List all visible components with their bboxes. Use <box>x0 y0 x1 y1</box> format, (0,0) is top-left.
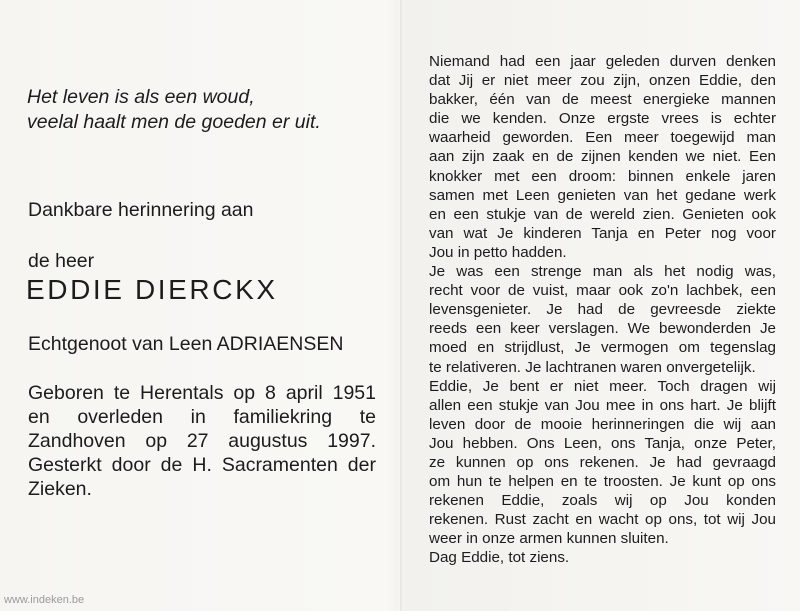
honorific: de heer <box>28 250 95 272</box>
tribute-line: leven door de mooie herinneringen die wij aan <box>429 415 776 433</box>
details-line: Gesterkt door de H. Sacramenten der <box>28 454 376 476</box>
details-line: Geboren te Herentals op 8 april 1951 <box>28 382 376 404</box>
tribute-line: recht voor de vuist, maar ook zo'n lachbek, een <box>429 282 776 300</box>
tribute-line: weer in onze armen kunnen sluiten. <box>429 530 669 548</box>
tribute-line: waarheid geworden. Een meer toegewijd man <box>429 129 776 147</box>
card-fold <box>400 0 402 611</box>
motto-line: Het leven is als een woud, <box>27 86 255 108</box>
details-line: Zandhoven op 27 augustus 1997. <box>28 430 376 452</box>
tribute-line: allen een stukje van Jou mee in ons hart. Je blijft <box>429 396 776 414</box>
tribute-line: Jou hebben. Ons Leen, ons Tanja, onze Peter, <box>429 434 776 452</box>
tribute-line: Eddie, Je bent er niet meer. Toch dragen wij <box>429 377 776 395</box>
tribute-line: om hun te helpen en te troosten. Je kunt op ons <box>429 473 776 491</box>
tribute-line: Jou in petto hadden. <box>429 243 567 261</box>
intro-text: Dankbare herinnering aan <box>28 199 254 221</box>
tribute-line: moed en strijdlust, Je vermogen om tegenslag <box>429 339 776 357</box>
tribute-line: Dag Eddie, tot ziens. <box>429 549 570 567</box>
tribute-line: dat Jij er niet meer zou zijn, onzen Eddie, den <box>429 72 776 90</box>
tribute-line: knokker met een droom: binnen enkele jaren <box>429 167 776 185</box>
tribute-line: die we kenden. Onze ergste vrees is echter <box>429 110 776 128</box>
tribute-line: levensgenieter. Je had de gevreesde ziekte <box>429 301 776 319</box>
tribute-text <box>429 52 776 568</box>
birth-death-details <box>28 381 376 501</box>
details-line: en overleden in familiekring te <box>28 406 376 428</box>
details-line: Zieken. <box>28 478 92 500</box>
tribute-line: te relativeren. Je lachtranen waren onvergetelijk. <box>429 358 756 376</box>
tribute-line: en een stukje van de wereld zien. Genieten ook <box>429 205 776 223</box>
tribute-line: rekenen. Rust zacht en wacht op ons, tot wij Jou <box>429 511 776 529</box>
spouse-line: Echtgenoot van Leen ADRIAENSEN <box>28 333 344 355</box>
motto-line: veelal haalt men de goeden er uit. <box>27 111 321 133</box>
tribute-line: Je was een strenge man als het nodig was, <box>429 263 776 281</box>
deceased-name: EDDIE DIERCKX <box>26 274 278 305</box>
tribute-line: rekenen Eddie, zoals wij op Jou konden <box>429 492 776 510</box>
tribute-line: ze kunnen op ons rekenen. Je had gevraagd <box>429 453 776 471</box>
motto <box>27 85 387 135</box>
tribute-line: reeds een keer verslagen. We bewonderden Je <box>429 320 776 338</box>
watermark: www.indeken.be <box>4 594 85 606</box>
tribute-line: aan zijn zaak en de zijnen kenden we niet. Een <box>429 148 776 166</box>
tribute-line: van wat Je kinderen Tanja en Peter nog voor <box>429 224 776 242</box>
tribute-line: bakker, één van de meest energieke mannen <box>429 91 776 109</box>
tribute-line: Niemand had een jaar geleden durven denken <box>429 53 776 70</box>
tribute-line: samen met Leen genieten van het gedane werk <box>429 186 776 204</box>
